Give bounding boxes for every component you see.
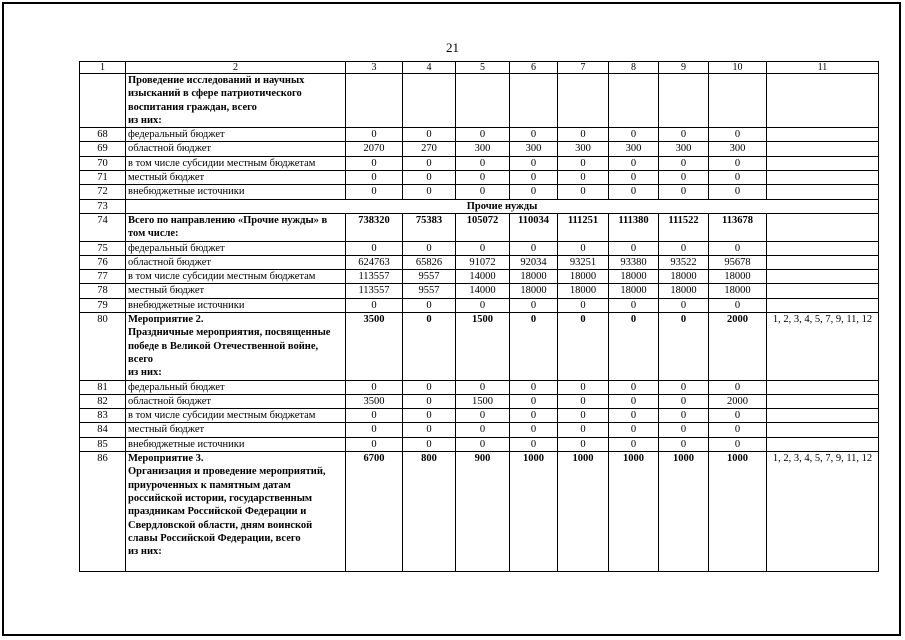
value-cell: 0 [709, 437, 767, 451]
reference-list [767, 394, 879, 408]
value-cell: 0 [558, 313, 609, 380]
row-number: 75 [80, 241, 126, 255]
value-cell: 0 [659, 380, 709, 394]
row-number: 71 [80, 171, 126, 185]
value-cell: 0 [558, 171, 609, 185]
row-label: Проведение исследований и научных изысканий в сфере патриотического воспитания граждан, всего из них: [126, 74, 346, 128]
value-cell: 0 [558, 409, 609, 423]
value-cell: 0 [403, 241, 456, 255]
column-number-2: 2 [126, 62, 346, 74]
column-number-8: 8 [609, 62, 659, 74]
value-cell: 18000 [510, 270, 558, 284]
value-cell [456, 74, 510, 128]
value-cell: 0 [709, 380, 767, 394]
value-cell: 0 [659, 241, 709, 255]
reference-list [767, 298, 879, 312]
row-label: внебюджетные источники [126, 437, 346, 451]
value-cell: 0 [456, 241, 510, 255]
value-cell: 300 [510, 142, 558, 156]
value-cell: 0 [403, 185, 456, 199]
row-number: 72 [80, 185, 126, 199]
value-cell: 0 [609, 394, 659, 408]
value-cell: 0 [510, 241, 558, 255]
value-cell: 0 [456, 409, 510, 423]
row-number: 82 [80, 394, 126, 408]
value-cell: 93380 [609, 255, 659, 269]
table-row [80, 452, 879, 572]
value-cell: 0 [510, 409, 558, 423]
value-cell: 1500 [456, 394, 510, 408]
value-cell: 300 [709, 142, 767, 156]
value-cell: 0 [659, 185, 709, 199]
column-number-7: 7 [558, 62, 609, 74]
table-row [80, 185, 879, 199]
value-cell: 800 [403, 452, 456, 572]
value-cell: 0 [709, 241, 767, 255]
row-number: 83 [80, 409, 126, 423]
value-cell: 0 [659, 156, 709, 170]
value-cell: 0 [709, 298, 767, 312]
value-cell: 0 [346, 241, 403, 255]
value-cell [659, 74, 709, 128]
row-label: федеральный бюджет [126, 380, 346, 394]
row-number [80, 74, 126, 128]
table-row [80, 313, 879, 380]
value-cell: 0 [609, 409, 659, 423]
value-cell: 624763 [346, 255, 403, 269]
value-cell: 14000 [456, 270, 510, 284]
value-cell: 0 [510, 128, 558, 142]
value-cell: 0 [456, 128, 510, 142]
budget-table [79, 61, 879, 572]
value-cell: 0 [609, 437, 659, 451]
row-number: 86 [80, 452, 126, 572]
value-cell: 6700 [346, 452, 403, 572]
value-cell: 113678 [709, 213, 767, 241]
value-cell: 0 [558, 380, 609, 394]
value-cell: 14000 [456, 284, 510, 298]
value-cell: 0 [558, 241, 609, 255]
value-cell: 0 [510, 298, 558, 312]
reference-list [767, 74, 879, 128]
table-row [80, 213, 879, 241]
value-cell: 0 [510, 171, 558, 185]
table-row [80, 298, 879, 312]
value-cell: 0 [510, 156, 558, 170]
value-cell: 0 [403, 128, 456, 142]
row-number: 69 [80, 142, 126, 156]
value-cell: 105072 [456, 213, 510, 241]
table-row [80, 284, 879, 298]
value-cell: 0 [510, 185, 558, 199]
value-cell: 0 [403, 156, 456, 170]
table-row [80, 270, 879, 284]
table-row [80, 171, 879, 185]
value-cell: 0 [709, 409, 767, 423]
reference-list [767, 409, 879, 423]
row-label: в том числе субсидии местным бюджетам [126, 409, 346, 423]
reference-list [767, 423, 879, 437]
value-cell: 3500 [346, 313, 403, 380]
column-number-6: 6 [510, 62, 558, 74]
table-row [80, 241, 879, 255]
value-cell: 300 [456, 142, 510, 156]
value-cell: 0 [403, 171, 456, 185]
value-cell: 1000 [709, 452, 767, 572]
value-cell: 2000 [709, 313, 767, 380]
value-cell: 0 [709, 423, 767, 437]
value-cell [609, 74, 659, 128]
column-number-11: 11 [767, 62, 879, 74]
value-cell: 0 [558, 394, 609, 408]
row-number: 84 [80, 423, 126, 437]
value-cell: 110034 [510, 213, 558, 241]
value-cell: 0 [609, 241, 659, 255]
value-cell: 300 [659, 142, 709, 156]
value-cell: 93522 [659, 255, 709, 269]
value-cell: 270 [403, 142, 456, 156]
value-cell: 111380 [609, 213, 659, 241]
value-cell: 0 [510, 394, 558, 408]
row-label: внебюджетные источники [126, 298, 346, 312]
value-cell: 0 [456, 171, 510, 185]
value-cell: 75383 [403, 213, 456, 241]
value-cell: 0 [456, 423, 510, 437]
value-cell: 2000 [709, 394, 767, 408]
table-row [80, 394, 879, 408]
row-number: 79 [80, 298, 126, 312]
column-number-10: 10 [709, 62, 767, 74]
value-cell: 9557 [403, 270, 456, 284]
row-number: 80 [80, 313, 126, 380]
reference-list [767, 284, 879, 298]
value-cell: 95678 [709, 255, 767, 269]
reference-list [767, 213, 879, 241]
value-cell: 0 [403, 409, 456, 423]
row-label: в том числе субсидии местным бюджетам [126, 156, 346, 170]
value-cell: 0 [609, 128, 659, 142]
value-cell: 0 [346, 156, 403, 170]
reference-list [767, 171, 879, 185]
value-cell: 1000 [609, 452, 659, 572]
value-cell: 0 [558, 185, 609, 199]
value-cell: 0 [558, 128, 609, 142]
value-cell: 0 [510, 380, 558, 394]
reference-list [767, 142, 879, 156]
value-cell [403, 74, 456, 128]
value-cell: 0 [346, 185, 403, 199]
value-cell [558, 74, 609, 128]
value-cell: 0 [709, 171, 767, 185]
value-cell: 1500 [456, 313, 510, 380]
value-cell: 300 [609, 142, 659, 156]
value-cell: 0 [659, 394, 709, 408]
value-cell: 113557 [346, 270, 403, 284]
value-cell: 113557 [346, 284, 403, 298]
value-cell: 0 [659, 298, 709, 312]
row-label: областной бюджет [126, 394, 346, 408]
value-cell: 0 [659, 171, 709, 185]
row-label: местный бюджет [126, 171, 346, 185]
value-cell: 91072 [456, 255, 510, 269]
value-cell: 900 [456, 452, 510, 572]
reference-list [767, 437, 879, 451]
value-cell: 18000 [510, 284, 558, 298]
column-number-5: 5 [456, 62, 510, 74]
row-label: местный бюджет [126, 423, 346, 437]
value-cell: 18000 [558, 270, 609, 284]
value-cell: 0 [403, 423, 456, 437]
value-cell: 18000 [709, 284, 767, 298]
value-cell: 0 [346, 128, 403, 142]
value-cell: 18000 [659, 284, 709, 298]
value-cell: 0 [403, 298, 456, 312]
row-label: областной бюджет [126, 142, 346, 156]
column-number-1: 1 [80, 62, 126, 74]
value-cell: 65826 [403, 255, 456, 269]
value-cell: 0 [346, 171, 403, 185]
value-cell: 0 [346, 437, 403, 451]
value-cell: 0 [456, 298, 510, 312]
page-number: 21 [446, 40, 459, 55]
value-cell: 0 [403, 380, 456, 394]
value-cell: 0 [659, 423, 709, 437]
table-row [80, 74, 879, 128]
value-cell: 0 [510, 313, 558, 380]
row-number: 81 [80, 380, 126, 394]
table-row [80, 156, 879, 170]
reference-list [767, 380, 879, 394]
value-cell: 0 [456, 380, 510, 394]
value-cell: 0 [709, 128, 767, 142]
row-number: 70 [80, 156, 126, 170]
value-cell: 0 [510, 437, 558, 451]
value-cell: 92034 [510, 255, 558, 269]
value-cell: 0 [403, 394, 456, 408]
column-number-9: 9 [659, 62, 709, 74]
table-row [80, 437, 879, 451]
value-cell: 1000 [558, 452, 609, 572]
value-cell: 0 [558, 423, 609, 437]
value-cell: 0 [510, 423, 558, 437]
row-label: Всего по направлению «Прочие нужды» в том числе: [126, 213, 346, 241]
value-cell: 9557 [403, 284, 456, 298]
reference-list [767, 128, 879, 142]
table-row [80, 128, 879, 142]
table-row [80, 142, 879, 156]
value-cell: 0 [609, 298, 659, 312]
reference-list [767, 156, 879, 170]
value-cell: 0 [346, 298, 403, 312]
reference-list [767, 185, 879, 199]
row-number: 77 [80, 270, 126, 284]
value-cell: 0 [346, 409, 403, 423]
value-cell: 0 [659, 437, 709, 451]
value-cell: 18000 [609, 284, 659, 298]
value-cell: 18000 [609, 270, 659, 284]
row-label: областной бюджет [126, 255, 346, 269]
row-label: местный бюджет [126, 284, 346, 298]
table-row [80, 255, 879, 269]
value-cell: 0 [403, 437, 456, 451]
value-cell: 93251 [558, 255, 609, 269]
value-cell: 0 [403, 313, 456, 380]
row-label: в том числе субсидии местным бюджетам [126, 270, 346, 284]
reference-list: 1, 2, 3, 4, 5, 7, 9, 11, 12 [767, 313, 879, 380]
column-number-4: 4 [403, 62, 456, 74]
row-label: Мероприятие 3. Организация и проведение мероприятий, приуроченных к памятным датам российской истории, государственным праздникам Российской Федерации и Свердловской области, дням воинской славы Российской Федерации, всего из них: [126, 452, 346, 572]
row-number: 85 [80, 437, 126, 451]
value-cell: 1000 [659, 452, 709, 572]
value-cell: 0 [709, 185, 767, 199]
value-cell: 300 [558, 142, 609, 156]
value-cell: 0 [609, 185, 659, 199]
value-cell: 0 [346, 423, 403, 437]
value-cell: 0 [609, 380, 659, 394]
reference-list [767, 241, 879, 255]
value-cell: 1000 [510, 452, 558, 572]
value-cell: 0 [558, 437, 609, 451]
value-cell: 2070 [346, 142, 403, 156]
reference-list [767, 270, 879, 284]
value-cell: 0 [659, 128, 709, 142]
value-cell: 0 [558, 156, 609, 170]
value-cell [346, 74, 403, 128]
value-cell: 0 [709, 156, 767, 170]
value-cell: 0 [346, 380, 403, 394]
row-number: 73 [80, 199, 126, 213]
value-cell: 0 [609, 171, 659, 185]
row-label: внебюджетные источники [126, 185, 346, 199]
value-cell [510, 74, 558, 128]
value-cell: 18000 [709, 270, 767, 284]
value-cell: 18000 [659, 270, 709, 284]
value-cell: 0 [609, 423, 659, 437]
row-number: 78 [80, 284, 126, 298]
value-cell: 111251 [558, 213, 609, 241]
value-cell: 18000 [558, 284, 609, 298]
reference-list [767, 255, 879, 269]
value-cell: 0 [456, 156, 510, 170]
value-cell: 0 [456, 437, 510, 451]
value-cell: 0 [456, 185, 510, 199]
table-row [80, 380, 879, 394]
row-number: 76 [80, 255, 126, 269]
row-number: 68 [80, 128, 126, 142]
value-cell [709, 74, 767, 128]
value-cell: 0 [659, 313, 709, 380]
value-cell: 738320 [346, 213, 403, 241]
column-number-row [80, 62, 879, 74]
value-cell: 111522 [659, 213, 709, 241]
reference-list: 1, 2, 3, 4, 5, 7, 9, 11, 12 [767, 452, 879, 572]
value-cell: 3500 [346, 394, 403, 408]
value-cell: 0 [609, 156, 659, 170]
table-row [80, 409, 879, 423]
value-cell: 0 [659, 409, 709, 423]
row-label: федеральный бюджет [126, 241, 346, 255]
value-cell: 0 [609, 313, 659, 380]
section-row [80, 199, 879, 213]
section-title: Прочие нужды [126, 199, 879, 213]
row-label: федеральный бюджет [126, 128, 346, 142]
column-number-3: 3 [346, 62, 403, 74]
value-cell: 0 [558, 298, 609, 312]
table-row [80, 423, 879, 437]
row-number: 74 [80, 213, 126, 241]
row-label: Мероприятие 2. Праздничные мероприятия, посвященные победе в Великой Отечественной войне, всего из них: [126, 313, 346, 380]
